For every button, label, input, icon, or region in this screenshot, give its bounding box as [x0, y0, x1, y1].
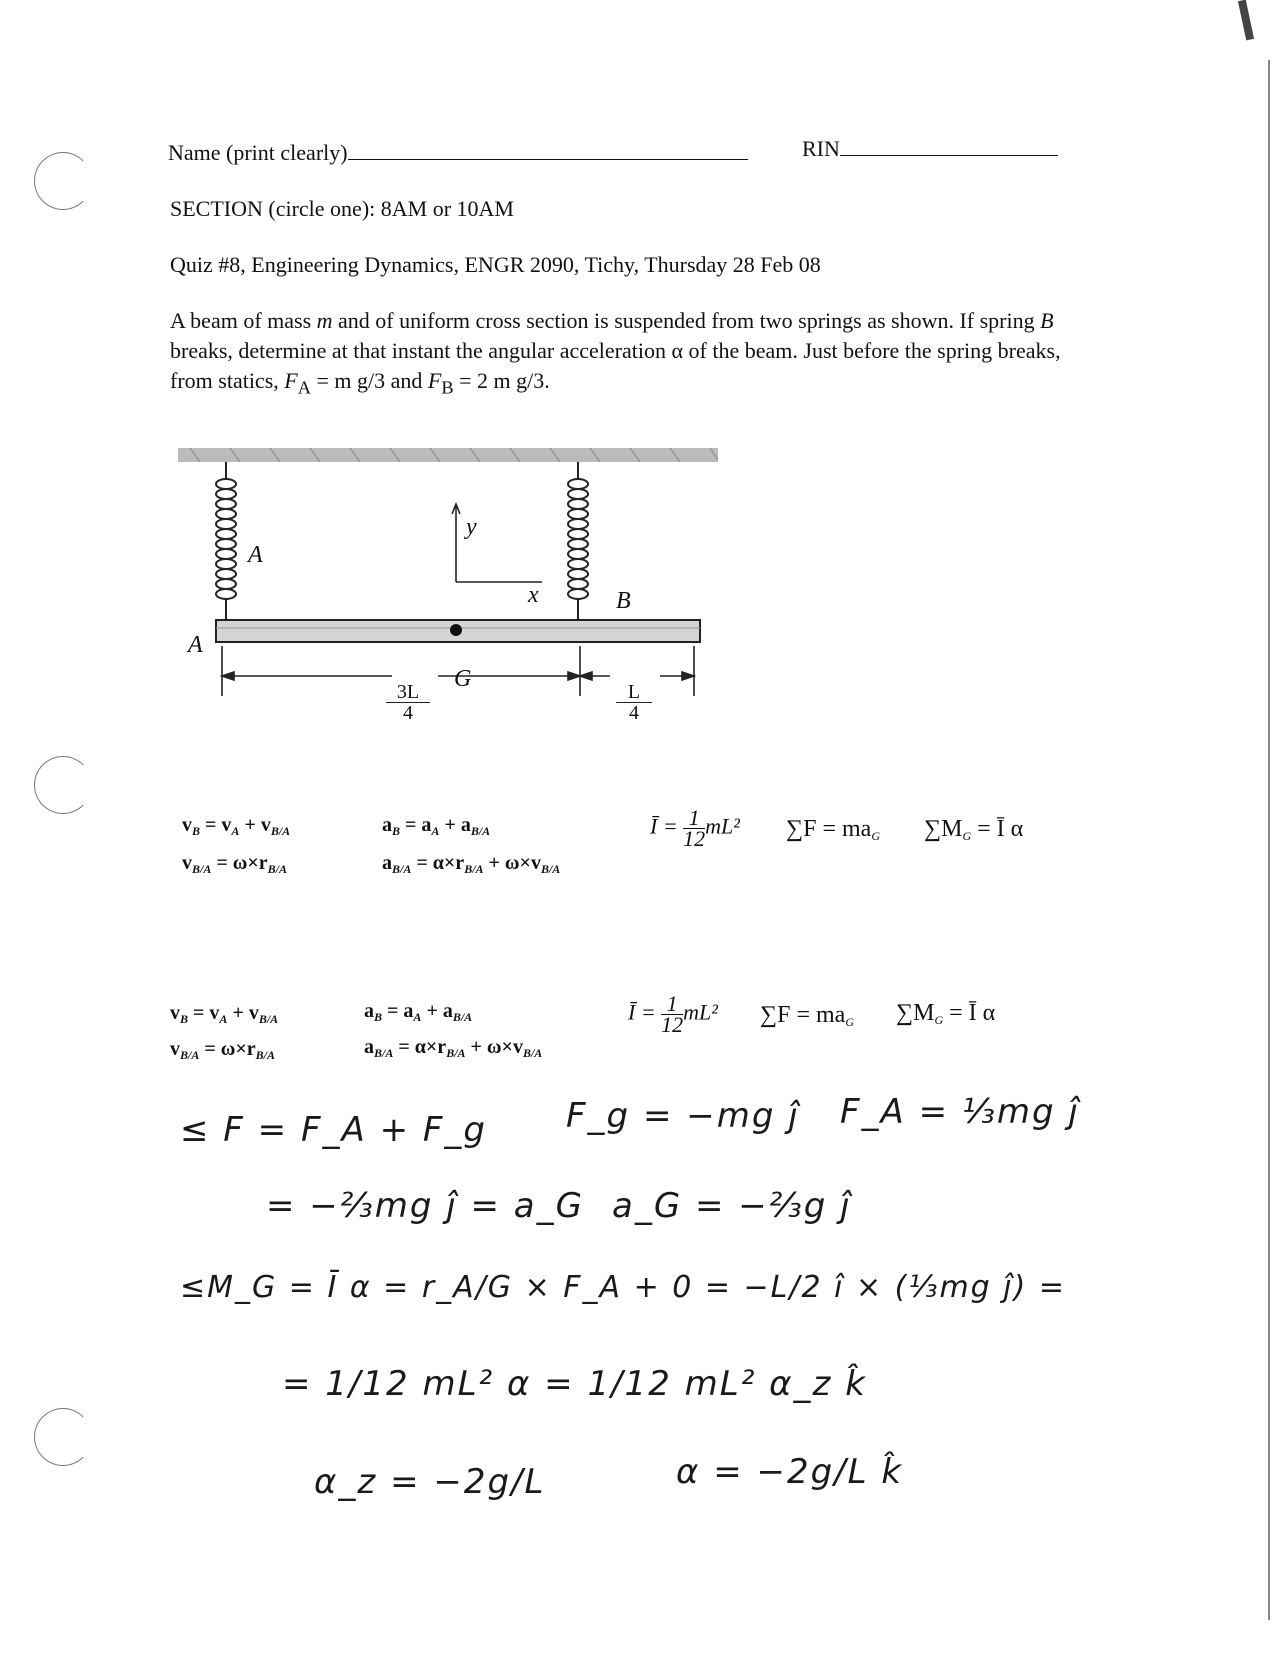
scan-edge-line	[1268, 60, 1270, 1620]
label-spring-b: B	[616, 588, 631, 614]
section-line: SECTION (circle one): 8AM or 10AM	[170, 196, 514, 221]
handwritten-ag-result: a_G = −⅔g ĵ	[612, 1186, 852, 1226]
quiz-title: Quiz #8, Engineering Dynamics, ENGR 2090, Tichy, Thursday 28 Feb 08	[170, 252, 821, 277]
problem-text-5: = m g/3 and	[310, 368, 428, 393]
dim-right-fraction	[616, 682, 652, 723]
problem-text-3: breaks, determine at that instant the angular acceleration	[170, 338, 672, 363]
problem-fa-subscript: A	[297, 377, 311, 398]
problem-alpha-symbol: α	[671, 338, 684, 363]
punch-hole-bottom	[34, 1408, 92, 1466]
formula-vba: $v_{B/A} = \omega\times r_{B/A}$	[182, 852, 287, 876]
label-x-axis: x	[528, 582, 539, 608]
handwritten-fg: F_g = −mg ĵ	[566, 1096, 800, 1136]
handwritten-sum-moments: ≤M_G = Ī α = r_A/G × F_A + 0 = −L/2 î × (⅓mg ĵ) =	[180, 1270, 1066, 1305]
problem-text-6: = 2 m g/3.	[453, 368, 550, 393]
spring-b	[568, 462, 588, 620]
problem-statement	[170, 306, 1070, 402]
name-label: Name (print clearly)	[168, 140, 348, 165]
label-end-a: A	[188, 632, 203, 658]
rin-blank[interactable]	[840, 154, 1058, 156]
problem-fa-symbol: F	[284, 368, 298, 393]
dim-right-den: 4	[629, 702, 639, 724]
formula-aba-copy: $a_{B/A} = \alpha\times r_{B/A} + \omega\times v_{B/A}$	[364, 1036, 543, 1060]
label-y-axis: y	[466, 514, 477, 540]
formula-sum-forces-copy: $\sum F = ma_G$	[760, 1002, 854, 1029]
problem-fb-subscript: B	[441, 377, 454, 398]
name-field-row	[168, 140, 748, 166]
name-blank[interactable]	[348, 158, 748, 160]
rin-label: RIN	[802, 136, 840, 161]
handwritten-alpha-z: α_z = −2g/L	[314, 1462, 546, 1502]
formula-sum-forces: $\sum F = ma_G$	[786, 816, 880, 843]
formula-aba: $a_{B/A} = \alpha\times r_{B/A} + \omega\times v_{B/A}$	[382, 852, 561, 876]
spring-a	[216, 462, 236, 620]
problem-fb-symbol: F	[427, 368, 442, 393]
handwritten-inertia-alpha: = 1/12 mL² α = 1/12 mL² α_z k̂	[282, 1364, 867, 1404]
label-center-g: G	[454, 666, 472, 692]
dim-left-fraction	[386, 682, 430, 723]
ceiling	[178, 448, 718, 462]
handwritten-ag-equation: = −⅔mg ĵ = a_G	[266, 1186, 584, 1226]
formula-ab-copy: $a_B = a_A + a_{B/A}$	[364, 1000, 473, 1024]
punch-hole-middle	[34, 756, 92, 814]
formula-inertia: Ī = $\frac{1}{12}$ mL²	[650, 805, 740, 851]
formula-vba-copy: $v_{B/A} = \omega\times r_{B/A}$	[170, 1038, 275, 1062]
formula-sum-moments: $\sum M_G$ = Ī α	[924, 816, 1024, 843]
center-of-mass-dot	[450, 624, 462, 636]
dim-left-num: 3L	[386, 682, 430, 703]
problem-spring-symbol: B	[1040, 308, 1054, 333]
formula-sum-moments-copy: $\sum M_G$ = Ī α	[896, 1000, 996, 1027]
problem-mass-symbol: m	[316, 308, 333, 333]
formula-ab: $a_B = a_A + a_{B/A}$	[382, 814, 491, 838]
handwritten-fa: F_A = ⅓mg ĵ	[840, 1092, 1080, 1132]
formula-inertia-copy: Ī = $\frac{1}{12}$ mL²	[628, 991, 718, 1037]
problem-text-2: and of uniform cross section is suspended from two springs as shown. If spring	[332, 308, 1041, 333]
handwritten-alpha-vector: α = −2g/L k̂	[676, 1452, 904, 1492]
dim-left-den: 4	[403, 702, 413, 724]
handwritten-sum-forces: ≤ F = F_A + F_g	[180, 1110, 488, 1150]
dim-right-num: L	[616, 682, 652, 703]
problem-text-4: of the beam. Just before the spring breaks, from statics,	[170, 338, 1061, 393]
scan-edge-mark	[1238, 0, 1254, 40]
problem-text-1: A beam of mass	[170, 308, 317, 333]
formula-vb: $v_B = v_A + v_{B/A}$	[182, 814, 291, 838]
label-spring-a: A	[248, 542, 263, 568]
formula-vb-copy: $v_B = v_A + v_{B/A}$	[170, 1002, 279, 1026]
punch-hole-top	[34, 152, 92, 210]
rin-field-row	[802, 136, 1058, 162]
